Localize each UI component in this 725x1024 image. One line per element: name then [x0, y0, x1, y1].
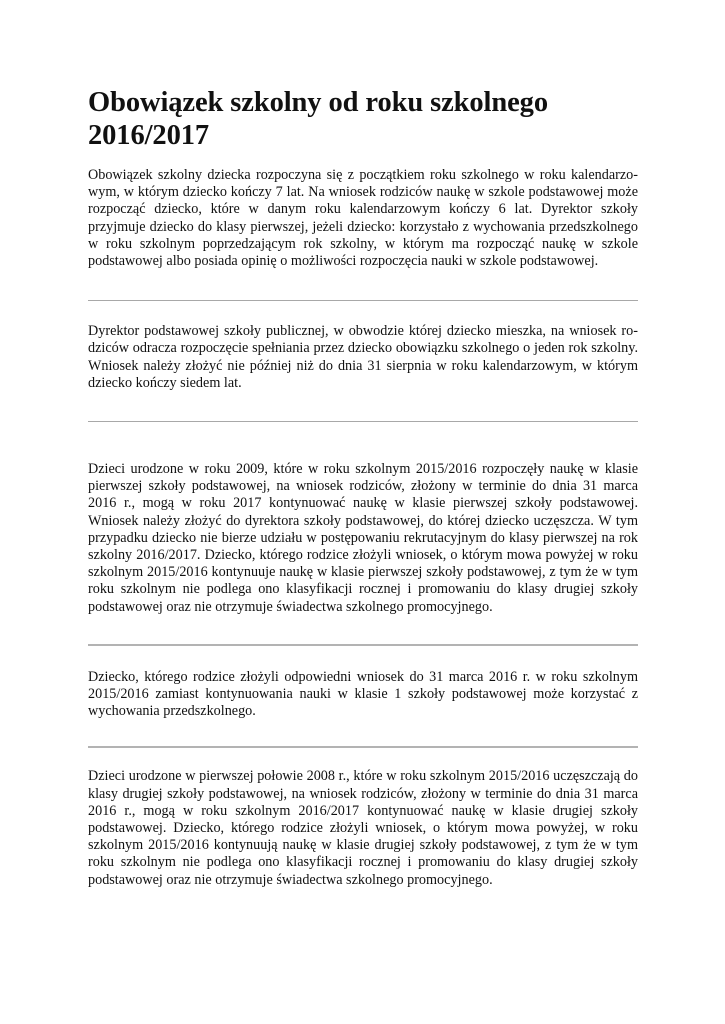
section-divider [88, 644, 638, 646]
section-divider [88, 421, 638, 422]
paragraph-children-born-2008: Dzieci urodzone w pierwszej połowie 2008 r., które w roku szkolnym 2015/2016 uczęszczają do klasy drugiej szkoły podstawowej, na wniosek rodziców, złożony w terminie do dnia 31 marca 2016 r., mogą w roku szkolnym 2016/2017 kontynuować naukę w klasie drugiej szkoły podstawowej. Dziecko, którego rodzice złożyli wniosek, o którym mowa powyżej, w roku szkolnym 2015/2016 kontynuują naukę w klasie drugiej szkoły podstawowej, z tym że w tym roku szkolnym nie podlega ono klasyfikacji rocznej i promowaniu do klasy drugiej szkoły podstawowej oraz nie otrzymuje świadectwa szkolnego promocyjnego. [88, 768, 638, 888]
paragraph-preschool-option: Dziecko, którego rodzice złożyli odpowiedni wniosek do 31 marca 2016 r. w roku szkolnym 2015/2016 zamiast kontynuowania nauki w klasie 1 szkoły podstawowej może korzystać z wychowania przedszkolnego. [88, 668, 638, 720]
paragraph-children-born-2009: Dzieci urodzone w roku 2009, które w roku szkolnym 2015/2016 rozpoczęły naukę w klasie pierwszej szkoły podstawowej, na wniosek rodziców, złożony w terminie do dnia 31 marca 2016 r., mogą w roku 2017 kontynuować naukę w klasie pierwszej szkoły podstawowej. Wniosek należy złożyć do dyrektora szkoły podstawowej, do której dziecko uczęszcza. W tym przypadku dziecko nie bierze udziału w postępowaniu rekrutacyjnym do klasy pierwszej na rok szkolny 2016/2017. Dziecko, którego rodzice złożyli wniosek, o którym mowa powyżej w roku szkolnym 2015/2016 kontynuuje naukę w klasie pierwszej szkoły podstawowej, z tym że w tym roku szkolnym nie podlega ono klasyfikacji rocznej i promowaniu do klasy drugiej szkoły podstawowej oraz nie otrzymuje świadectwa szkolnego promocyjnego. [88, 461, 638, 615]
section-divider [88, 746, 638, 748]
paragraph-deferral: Dyrektor podstawowej szkoły publicznej, w obwodzie której dziecko mieszka, na wniosek rodziców odracza rozpoczęcie spełniania przez dziecko obowiązku szkolnego o jeden rok szkolny. Wniosek należy złożyć nie później niż do dnia 31 sierpnia w roku kalendarzowym, w którym dziecko kończy siedem lat. [88, 323, 638, 391]
paragraph-school-obligation: Obowiązek szkolny dziecka rozpoczyna się z początkiem roku szkolnego w roku kalendarzowym, w którym dziecko kończy 7 lat. Na wniosek rodziców naukę w szkole podstawowej może rozpocząć dziecko, które w danym roku kalendarzowym kończy 6 lat. Dyrektor szkoły przyjmuje dziecko do klasy pierwszej, jeżeli dziecko: korzystało z wychowania przedszkolnego w roku szkolnym poprzedzającym rok szkolny, w którym ma rozpocząć naukę w szkole podstawowej albo posiada opinię o możliwości rozpoczęcia nauki w szkole podstawowej. [88, 167, 638, 270]
document-title: Obowiązek szkolny od roku szkolnego 2016/2017 [88, 87, 548, 151]
document-body [88, 86, 638, 889]
section-divider [88, 300, 638, 301]
